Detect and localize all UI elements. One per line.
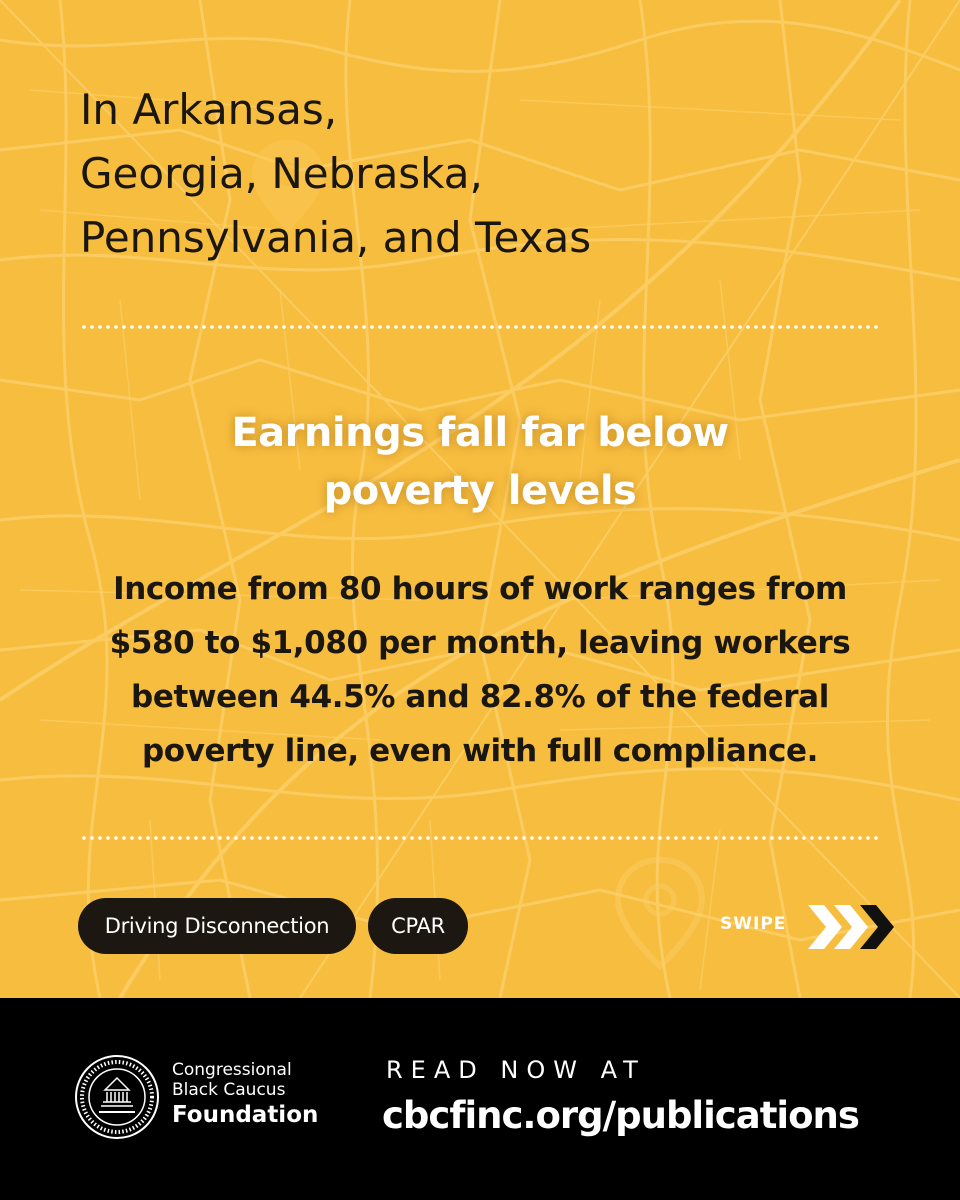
org-line-1: Congressional [172,1060,292,1080]
tag-cpar[interactable]: CPAR [368,898,468,954]
triple-chevron-right-icon[interactable] [808,905,894,949]
dotted-divider-top [80,325,880,329]
headline-line: In Arkansas, [80,85,338,134]
subheading-line: Earnings fall far below [231,410,729,456]
subheading [120,404,840,520]
cbcf-seal-icon [74,1054,160,1140]
body-line: $580 to $1,080 per month, leaving workers [109,625,851,661]
publications-link[interactable]: cbcfinc.org/publications [382,1094,859,1137]
body-paragraph [60,562,900,778]
subheading-line: poverty levels [323,468,637,514]
read-now-label: READ NOW AT [386,1056,646,1084]
org-line-2: Black Caucus [172,1080,286,1100]
dotted-divider-bottom [80,836,880,840]
body-line: Income from 80 hours of work ranges from [113,571,847,607]
footer [0,998,960,1200]
body-line: between 44.5% and 82.8% of the federal [131,679,829,715]
org-line-3: Foundation [172,1102,319,1128]
headline [80,78,591,270]
swipe-label: SWIPE [720,914,787,934]
organization-name [172,1060,318,1130]
tag-driving-disconnection[interactable]: Driving Disconnection [78,898,356,954]
headline-line: Pennsylvania, and Texas [80,213,592,262]
headline-line: Georgia, Nebraska, [80,149,483,198]
body-line: poverty line, even with full compliance. [142,733,818,769]
